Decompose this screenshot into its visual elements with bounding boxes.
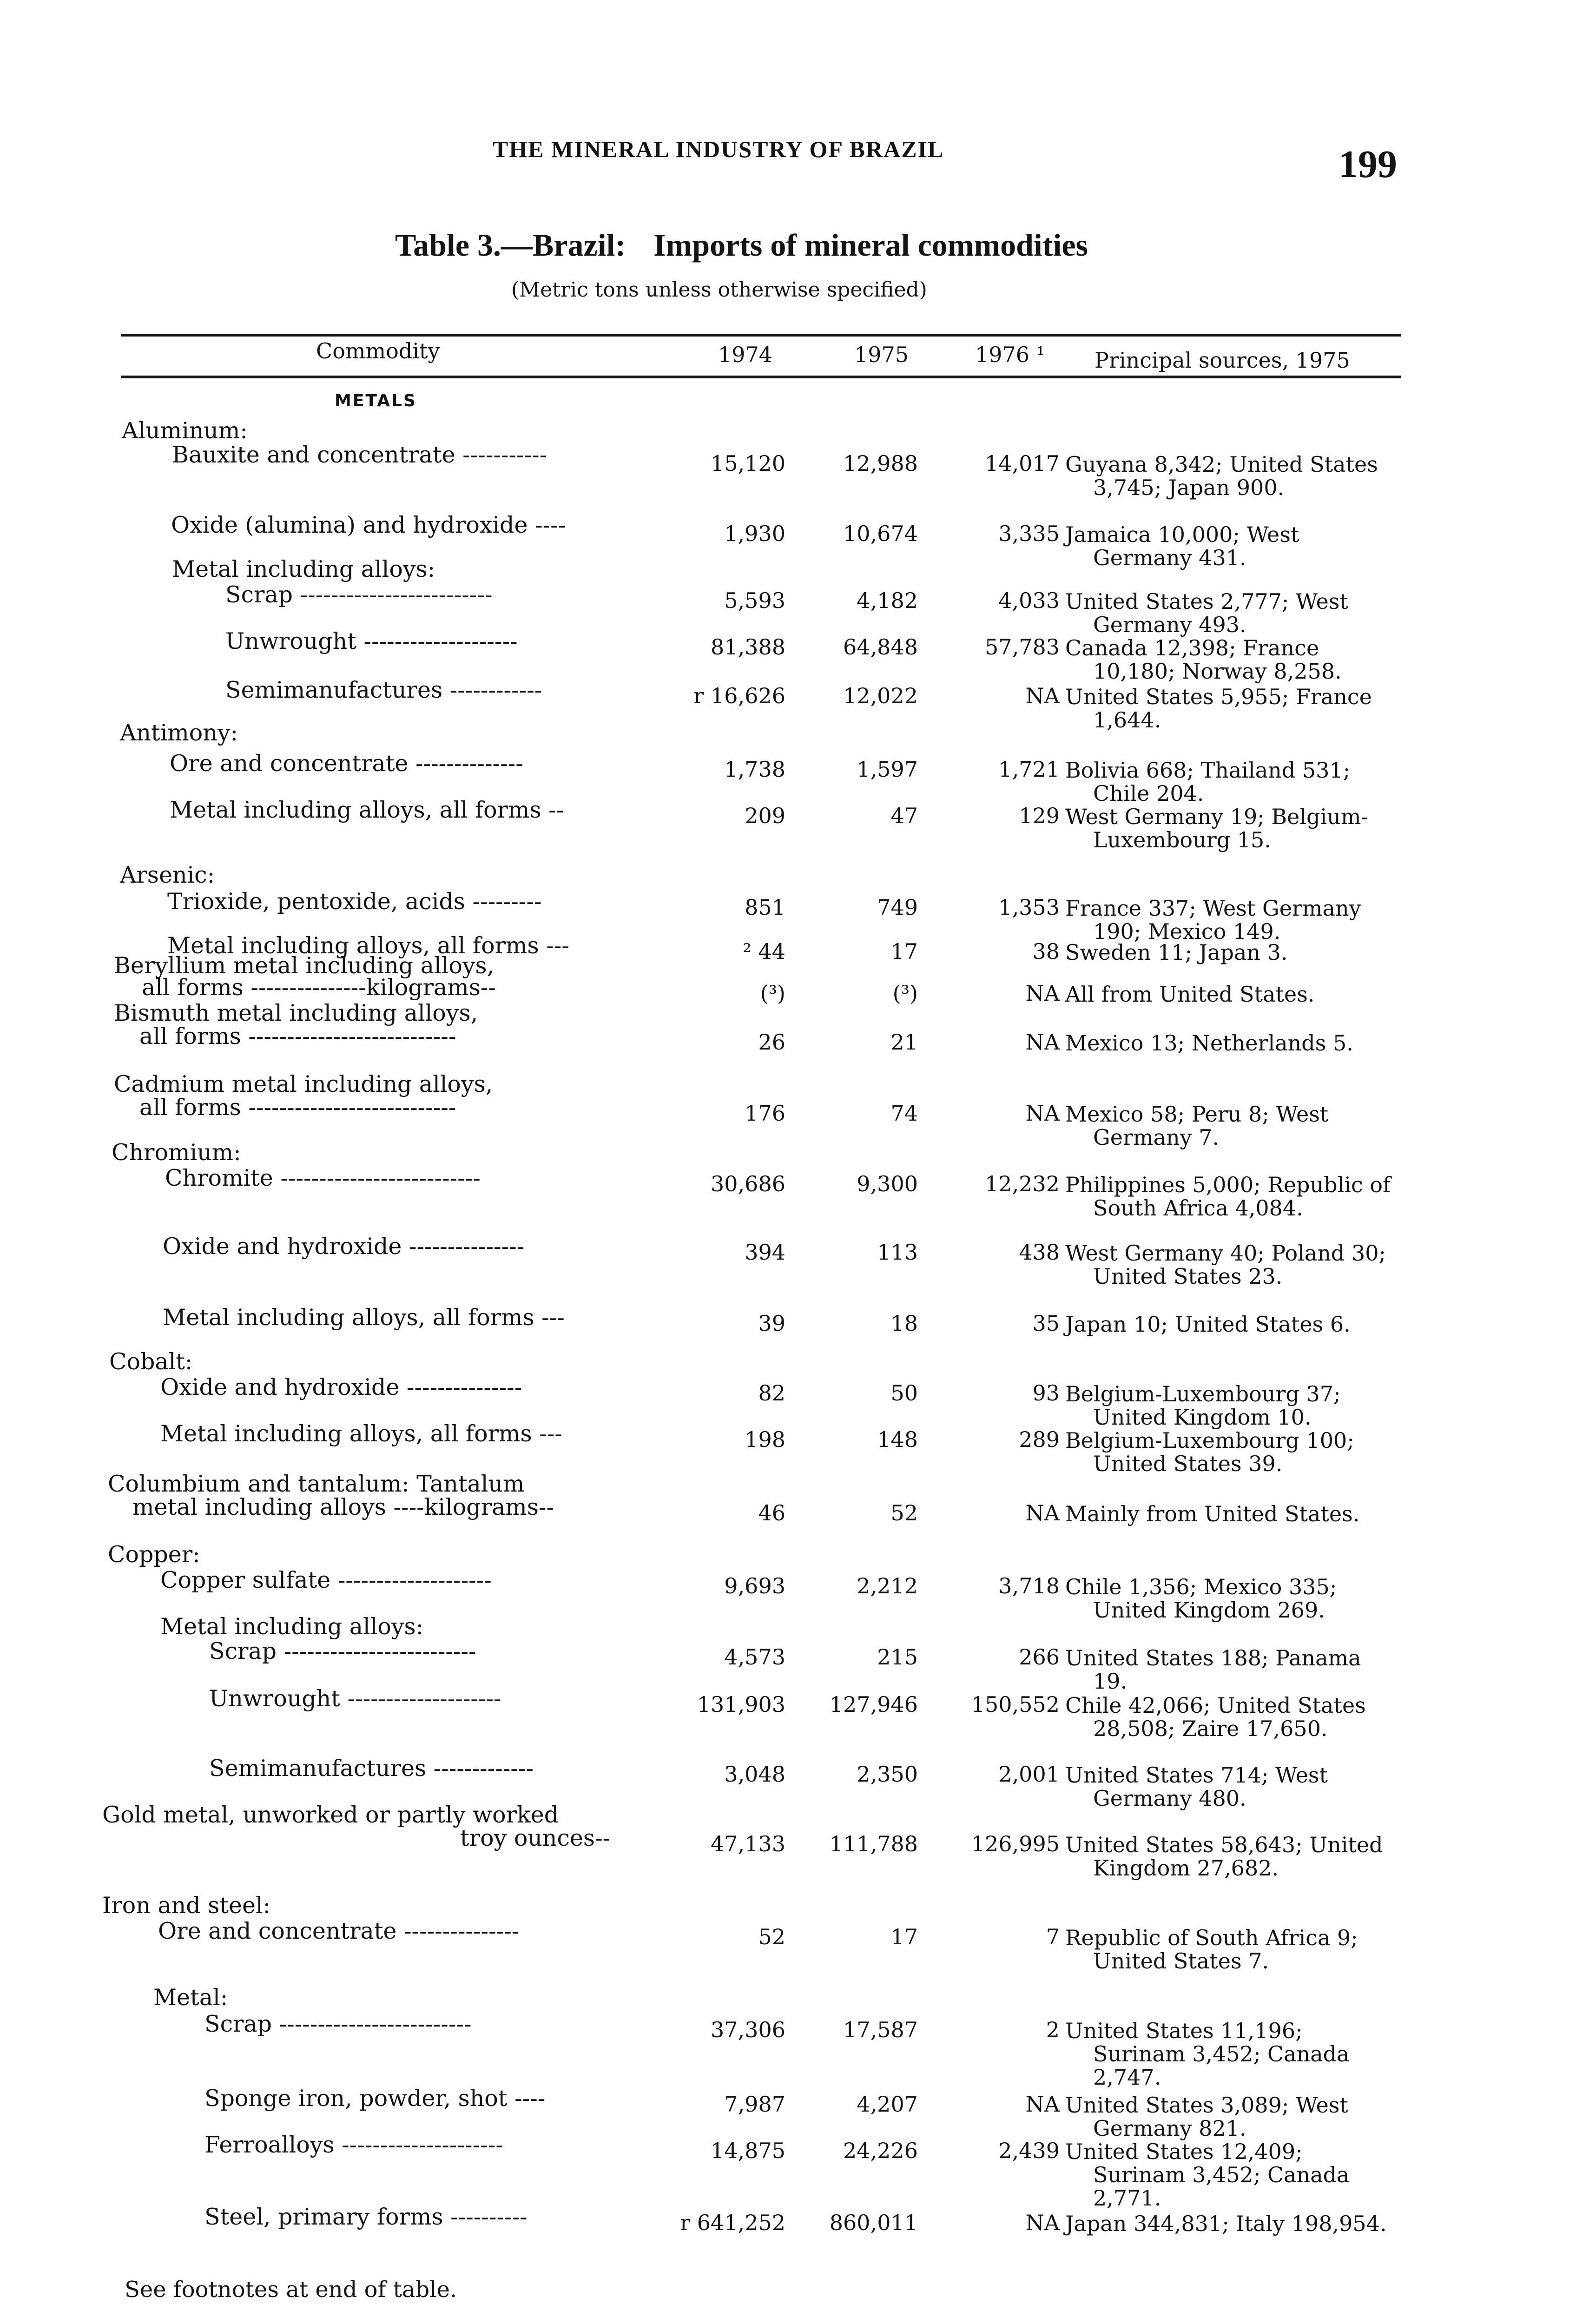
value-1974-cell: 4,573: [724, 1644, 785, 1670]
commodity-cell: Bismuth metal including alloys,: [114, 1000, 478, 1026]
value-1974-cell: r 641,252: [680, 2210, 785, 2235]
value-1975-cell: 2,212: [857, 1573, 918, 1598]
commodity-cell: Chromite --------------------------: [165, 1165, 481, 1191]
value-1974-cell: 26: [758, 1030, 785, 1055]
table-label: Table 3.—Brazil:: [395, 227, 626, 263]
value-1976-cell: NA: [1025, 1101, 1060, 1126]
value-1975-cell: 860,011: [829, 2210, 918, 2235]
sources-cell: France 337; West Germany 190; Mexico 149.: [1065, 896, 1361, 944]
value-1975-cell: 12,988: [843, 451, 918, 476]
commodity-cell: Trioxide, pentoxide, acids ---------: [167, 888, 542, 915]
value-1974-cell: 30,686: [711, 1171, 785, 1196]
value-1975-cell: 9,300: [857, 1171, 918, 1196]
sources-cell: Jamaica 10,000; West Germany 431.: [1065, 522, 1299, 570]
value-1975-cell: 18: [890, 1311, 918, 1336]
value-1975-cell: 50: [890, 1380, 918, 1406]
col-header-1974: 1974: [718, 342, 773, 367]
value-1975-cell: 21: [890, 1030, 918, 1055]
value-1974-cell: ² 44: [743, 939, 785, 964]
commodity-cell: all forms ---------------------------: [139, 1023, 456, 1050]
value-1974-cell: 5,593: [724, 588, 785, 613]
col-header-1976: 1976 ¹: [975, 342, 1045, 367]
value-1976-cell: NA: [1025, 981, 1060, 1006]
value-1976-cell: 12,232: [985, 1171, 1060, 1196]
footnote-reference: See footnotes at end of table.: [125, 2277, 457, 2303]
sources-cell: Republic of South Africa 9; United States 7.: [1065, 1925, 1358, 1974]
value-1975-cell: 74: [890, 1101, 918, 1126]
value-1974-cell: 47,133: [711, 1831, 785, 1856]
commodity-cell: Arsenic:: [120, 862, 215, 888]
page-number: 199: [1338, 143, 1397, 186]
value-1975-cell: 10,674: [843, 521, 918, 546]
value-1976-cell: 38: [1032, 939, 1060, 964]
value-1976-cell: 129: [1019, 803, 1060, 828]
value-1974-cell: 3,048: [724, 1762, 785, 1787]
sources-cell: Japan 10; United States 6.: [1065, 1312, 1351, 1337]
commodity-cell: troy ounces--: [460, 1825, 611, 1851]
sources-cell: United States 714; West Germany 480.: [1065, 1763, 1328, 1811]
value-1975-cell: (³): [892, 981, 918, 1006]
table-header-rule: [121, 376, 1401, 378]
value-1975-cell: 17,587: [843, 2017, 918, 2042]
value-1976-cell: 438: [1019, 1240, 1060, 1265]
value-1974-cell: 851: [745, 895, 785, 920]
sources-cell: Japan 344,831; Italy 198,954.: [1065, 2211, 1387, 2236]
value-1974-cell: 52: [758, 1924, 785, 1949]
table-top-rule: [121, 334, 1401, 337]
value-1974-cell: 7,987: [724, 2092, 785, 2117]
sources-cell: Bolivia 668; Thailand 531; Chile 204.: [1065, 758, 1351, 806]
section-label: METALS: [335, 391, 417, 410]
value-1976-cell: 266: [1019, 1644, 1060, 1670]
sources-cell: Belgium-Luxembourg 37; United Kingdom 10.: [1065, 1381, 1341, 1430]
commodity-cell: Metal:: [153, 1984, 228, 2011]
table-title-text: Imports of mineral commodities: [653, 227, 1088, 263]
value-1974-cell: 176: [745, 1101, 785, 1126]
value-1976-cell: 289: [1019, 1427, 1060, 1452]
commodity-cell: Oxide and hydroxide ---------------: [160, 1374, 522, 1400]
commodity-cell: Cadmium metal including alloys,: [114, 1071, 493, 1097]
commodity-cell: Ore and concentrate --------------: [170, 750, 523, 777]
value-1975-cell: 113: [877, 1240, 918, 1265]
commodity-cell: Unwrought --------------------: [225, 628, 518, 654]
value-1974-cell: 131,903: [697, 1692, 785, 1717]
commodity-cell: Gold metal, unworked or partly worked: [102, 1802, 559, 1828]
sources-cell: West Germany 19; Belgium-Luxembourg 15.: [1065, 804, 1369, 852]
value-1974-cell: 15,120: [711, 451, 785, 476]
commodity-cell: Bauxite and concentrate -----------: [172, 442, 547, 468]
value-1976-cell: 150,552: [971, 1692, 1060, 1717]
col-header-1975: 1975: [854, 342, 909, 367]
sources-cell: Chile 1,356; Mexico 335; United Kingdom 269.: [1065, 1574, 1337, 1623]
value-1975-cell: 1,597: [857, 757, 918, 782]
value-1976-cell: 7: [1046, 1924, 1060, 1949]
value-1975-cell: 127,946: [829, 1692, 918, 1717]
commodity-cell: Ore and concentrate ---------------: [158, 1918, 520, 1944]
commodity-cell: Copper sulfate --------------------: [160, 1567, 492, 1593]
value-1976-cell: NA: [1025, 1030, 1060, 1055]
commodity-cell: Scrap -------------------------: [209, 1638, 476, 1664]
commodity-cell: all forms ---------------------------: [139, 1094, 456, 1121]
value-1975-cell: 4,182: [857, 588, 918, 613]
value-1974-cell: 1,930: [724, 521, 785, 546]
commodity-cell: Sponge iron, powder, shot ----: [204, 2085, 546, 2112]
commodity-cell: Metal including alloys, all forms ---: [163, 1304, 565, 1331]
value-1975-cell: 2,350: [857, 1762, 918, 1787]
commodity-cell: all forms ---------------kilograms--: [142, 974, 496, 1001]
commodity-cell: Steel, primary forms ----------: [204, 2204, 527, 2230]
value-1975-cell: 749: [877, 895, 918, 920]
value-1976-cell: 4,033: [998, 588, 1060, 613]
commodity-cell: Scrap -------------------------: [225, 581, 493, 608]
value-1974-cell: 37,306: [711, 2017, 785, 2042]
value-1975-cell: 17: [890, 939, 918, 964]
sources-cell: United States 12,409; Surinam 3,452; Canada 2,771.: [1065, 2139, 1350, 2211]
commodity-cell: Iron and steel:: [102, 1892, 271, 1919]
value-1975-cell: 148: [877, 1427, 918, 1452]
commodity-cell: Aluminum:: [122, 417, 248, 444]
commodity-cell: Columbium and tantalum: Tantalum: [108, 1471, 525, 1497]
sources-cell: United States 2,777; West Germany 493.: [1065, 589, 1348, 637]
value-1976-cell: 2: [1046, 2017, 1060, 2042]
sources-cell: United States 5,955; France 1,644.: [1065, 684, 1372, 733]
sources-cell: Chile 42,066; United States 28,508; Zaire 17,650.: [1065, 1693, 1366, 1741]
commodity-cell: Metal including alloys, all forms ---: [167, 932, 569, 959]
commodity-cell: Beryllium metal including alloys,: [114, 952, 495, 979]
value-1975-cell: 215: [877, 1644, 918, 1670]
value-1975-cell: 12,022: [843, 683, 918, 708]
col-header-commodity: Commodity: [316, 338, 440, 363]
value-1974-cell: r 16,626: [693, 683, 785, 708]
value-1975-cell: 52: [890, 1500, 918, 1525]
commodity-cell: Oxide and hydroxide ---------------: [163, 1233, 525, 1260]
commodity-cell: metal including alloys ----kilograms--: [132, 1494, 554, 1520]
commodity-cell: Metal including alloys, all forms ---: [160, 1420, 562, 1447]
value-1976-cell: 3,718: [998, 1573, 1060, 1598]
commodity-cell: Oxide (alumina) and hydroxide ----: [171, 512, 566, 538]
value-1974-cell: 9,693: [724, 1573, 785, 1598]
commodity-cell: Semimanufactures ------------: [225, 677, 542, 703]
commodity-cell: Ferroalloys ---------------------: [204, 2132, 503, 2158]
commodity-cell: Scrap -------------------------: [204, 2011, 472, 2037]
value-1975-cell: 64,848: [843, 634, 918, 660]
commodity-cell: Metal including alloys:: [172, 556, 435, 582]
commodity-cell: Antimony:: [120, 720, 238, 746]
sources-cell: Mainly from United States.: [1065, 1501, 1360, 1526]
sources-cell: United States 188; Panama 19.: [1065, 1645, 1361, 1694]
sources-cell: Mexico 13; Netherlands 5.: [1065, 1030, 1353, 1056]
value-1976-cell: NA: [1025, 2210, 1060, 2235]
sources-cell: Belgium-Luxembourg 100; United States 39.: [1065, 1428, 1354, 1476]
running-header: THE MINERAL INDUSTRY OF BRAZIL: [493, 136, 944, 162]
table-subtitle: (Metric tons unless otherwise specified): [511, 278, 927, 302]
value-1975-cell: 4,207: [857, 2092, 918, 2117]
value-1974-cell: (³): [760, 981, 785, 1006]
sources-cell: Canada 12,398; France 10,180; Norway 8,258.: [1065, 635, 1342, 684]
commodity-cell: Unwrought --------------------: [209, 1685, 501, 1712]
commodity-cell: Metal including alloys:: [160, 1613, 424, 1640]
value-1974-cell: 82: [758, 1380, 785, 1406]
value-1975-cell: 24,226: [843, 2138, 918, 2163]
value-1974-cell: 209: [745, 803, 785, 828]
value-1974-cell: 46: [758, 1500, 785, 1525]
col-header-sources: Principal sources, 1975: [1094, 348, 1350, 373]
value-1975-cell: 111,788: [829, 1831, 918, 1856]
value-1974-cell: 394: [745, 1240, 785, 1265]
value-1976-cell: 57,783: [985, 634, 1060, 660]
sources-cell: West Germany 40; Poland 30; United States 23.: [1065, 1241, 1386, 1289]
commodity-cell: Metal including alloys, all forms --: [170, 797, 564, 823]
commodity-cell: Cobalt:: [109, 1348, 193, 1375]
value-1976-cell: 126,995: [971, 1831, 1060, 1856]
value-1974-cell: 1,738: [724, 757, 785, 782]
value-1976-cell: NA: [1025, 683, 1060, 708]
sources-cell: All from United States.: [1065, 982, 1315, 1007]
commodity-cell: Copper:: [108, 1541, 200, 1568]
table-title: [395, 227, 1088, 264]
sources-cell: Philippines 5,000; Republic of South Africa 4,084.: [1065, 1172, 1391, 1221]
commodity-cell: Semimanufactures -------------: [209, 1755, 534, 1782]
sources-cell: Sweden 11; Japan 3.: [1065, 940, 1288, 965]
value-1976-cell: NA: [1025, 1500, 1060, 1525]
value-1976-cell: 2,001: [998, 1762, 1060, 1787]
value-1976-cell: 1,721: [998, 757, 1060, 782]
value-1974-cell: 14,875: [711, 2138, 785, 2163]
value-1976-cell: NA: [1025, 2092, 1060, 2117]
sources-cell: United States 3,089; West Germany 821.: [1065, 2093, 1348, 2141]
commodity-cell: Chromium:: [112, 1139, 241, 1166]
value-1976-cell: 35: [1032, 1311, 1060, 1336]
value-1976-cell: 1,353: [998, 895, 1060, 920]
sources-cell: United States 58,643; United Kingdom 27,682.: [1065, 1832, 1383, 1881]
value-1974-cell: 39: [758, 1311, 785, 1336]
sources-cell: Guyana 8,342; United States 3,745; Japan 900.: [1065, 452, 1378, 500]
value-1974-cell: 198: [745, 1427, 785, 1452]
value-1976-cell: 93: [1032, 1380, 1060, 1406]
sources-cell: United States 11,196; Surinam 3,452; Canada 2,747.: [1065, 2018, 1350, 2090]
value-1974-cell: 81,388: [711, 634, 785, 660]
sources-cell: Mexico 58; Peru 8; West Germany 7.: [1065, 1102, 1329, 1150]
value-1976-cell: 3,335: [998, 521, 1060, 546]
value-1976-cell: 14,017: [985, 451, 1060, 476]
value-1975-cell: 47: [890, 803, 918, 828]
value-1975-cell: 17: [890, 1924, 918, 1949]
value-1976-cell: 2,439: [998, 2138, 1060, 2163]
